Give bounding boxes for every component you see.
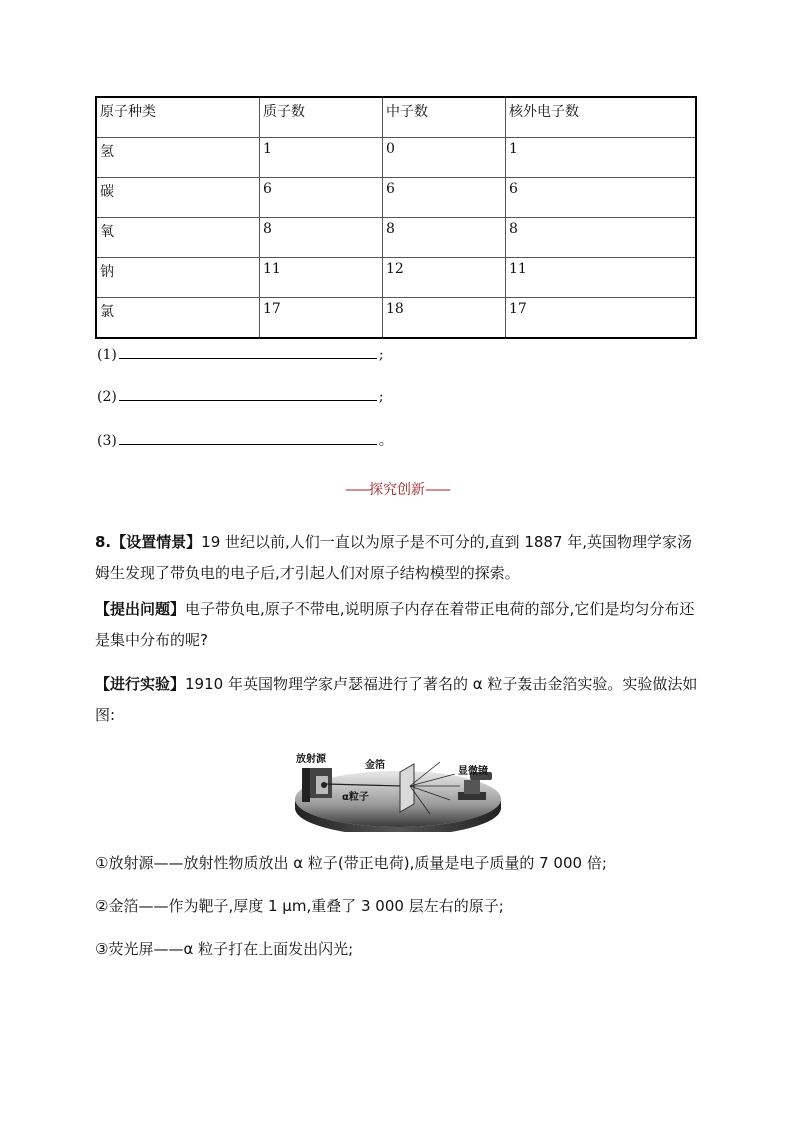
- question-tag: 【提出问题】: [95, 600, 186, 618]
- table-cell: 钠: [96, 258, 260, 298]
- table-header-cell: 质子数: [260, 97, 383, 138]
- note-2: ②金箔——作为靶子,厚度 1 μm,重叠了 3 000 层左右的原子;: [95, 897, 504, 915]
- scene-tag: 【设置情景】: [111, 533, 202, 551]
- table-header-cell: 中子数: [383, 97, 506, 138]
- divider-line-left: ——: [345, 482, 369, 498]
- blank-label: (2): [97, 389, 117, 405]
- answer-blank-3[interactable]: [97, 430, 393, 450]
- blank-end-mark: ;: [378, 347, 384, 363]
- table-row: [96, 178, 696, 218]
- table-cell: 17: [260, 298, 383, 339]
- answer-blank-1[interactable]: [97, 346, 384, 363]
- blank-label: (3): [97, 433, 117, 449]
- table-cell: 碳: [96, 178, 260, 218]
- label-alpha-particle: α粒子: [342, 792, 369, 803]
- scene-text: 19 世纪以前,人们一直以为原子是不可分的,直到 1887 年,英国物理学家汤姆生发现了带负电的电子后,才引起人们对原子结构模型的探索。: [95, 533, 693, 582]
- atom-table: [95, 96, 697, 339]
- blank-underline[interactable]: [119, 432, 377, 445]
- table-cell: 0: [383, 138, 506, 178]
- rutherford-apparatus-figure: [290, 742, 505, 832]
- label-foil: 金箔: [365, 760, 385, 771]
- table-header-cell: 核外电子数: [506, 97, 697, 138]
- table-cell: 18: [383, 298, 506, 339]
- table-cell: 氧: [96, 218, 260, 258]
- question-ask-paragraph: [95, 594, 699, 656]
- experiment-paragraph: [95, 669, 699, 731]
- table-row: [96, 138, 696, 178]
- answer-blank-2[interactable]: [97, 388, 384, 405]
- table-cell: 8: [383, 218, 506, 258]
- table-row: [96, 298, 696, 339]
- table-cell: 8: [506, 218, 697, 258]
- table-row: [96, 258, 696, 298]
- divider-line-right: ——: [425, 482, 449, 498]
- table-cell: 17: [506, 298, 697, 339]
- blank-underline[interactable]: [119, 346, 377, 359]
- question-scene-paragraph: [95, 527, 699, 589]
- note-1: ①放射源——放射性物质放出 α 粒子(带正电荷),质量是电子质量的 7 000 倍;: [95, 854, 607, 872]
- experiment-tag: 【进行实验】: [95, 675, 186, 693]
- blank-underline[interactable]: [119, 388, 377, 401]
- experiment-text: 1910 年英国物理学家卢瑟福进行了著名的 α 粒子轰击金箔实验。实验做法如图:: [95, 675, 698, 724]
- microscope-body: [464, 780, 480, 794]
- table-cell: 氯: [96, 298, 260, 339]
- label-source: 放射源: [296, 754, 326, 765]
- blank-label: (1): [97, 347, 117, 363]
- table-header-cell: 原子种类: [96, 97, 260, 138]
- section-title: 探究创新: [369, 482, 425, 498]
- source-block-side: [302, 768, 310, 802]
- note-3: ③荧光屏——α 粒子打在上面发出闪光;: [95, 940, 354, 958]
- table-header-row: [96, 97, 696, 138]
- label-microscope: 显微镜: [458, 766, 488, 777]
- question-text: 电子带负电,原子不带电,说明原子内存在着带正电荷的部分,它们是均匀分布还是集中分布的呢?: [95, 600, 695, 649]
- table-cell: 6: [260, 178, 383, 218]
- table-cell: 1: [260, 138, 383, 178]
- blank-end-mark: ;: [378, 389, 384, 405]
- radioactive-source: [321, 782, 327, 788]
- question-number: 8.: [95, 533, 112, 551]
- table-cell: 8: [260, 218, 383, 258]
- table-cell: 氢: [96, 138, 260, 178]
- table-cell: 11: [506, 258, 697, 298]
- table-row: [96, 218, 696, 258]
- blank-end-mark: 。: [378, 433, 393, 449]
- table-cell: 6: [383, 178, 506, 218]
- section-divider: [0, 479, 794, 499]
- table-cell: 11: [260, 258, 383, 298]
- table-cell: 12: [383, 258, 506, 298]
- table-cell: 1: [506, 138, 697, 178]
- table-cell: 6: [506, 178, 697, 218]
